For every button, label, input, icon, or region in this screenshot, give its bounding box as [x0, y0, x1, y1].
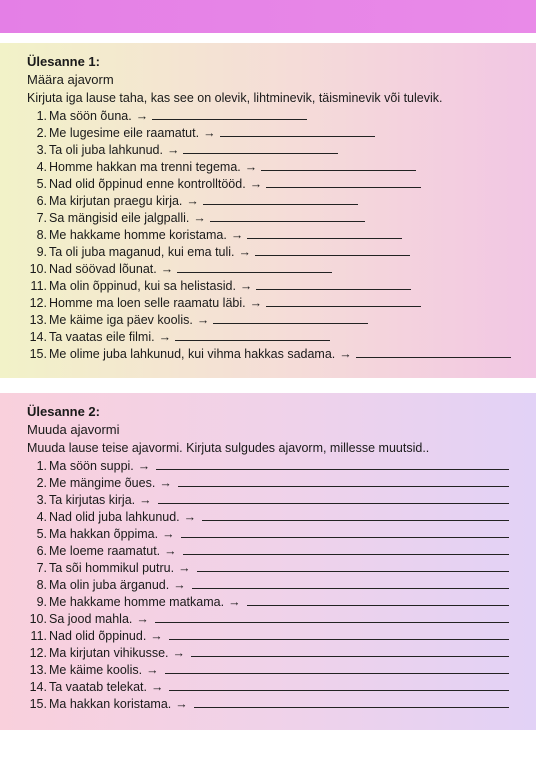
- answer-blank[interactable]: [356, 346, 511, 358]
- list-item: [27, 295, 536, 312]
- arrow-icon: →: [150, 680, 164, 694]
- item-number: 7.: [36, 561, 47, 575]
- exercise-2-subtitle: Muuda ajavormi: [27, 422, 120, 437]
- item-number: 11.: [30, 629, 47, 643]
- item-sentence: Ma kirjutan vihikusse.: [49, 646, 169, 660]
- item-number: 1.: [36, 459, 47, 473]
- answer-blank[interactable]: [181, 526, 509, 538]
- list-item: [27, 628, 536, 645]
- item-sentence: Nad olid õppinud enne kontrolltööd.: [49, 177, 246, 191]
- arrow-icon: →: [175, 697, 188, 711]
- item-sentence: Nad olid juba lahkunud.: [49, 510, 180, 524]
- item-sentence: Sa mängisid eile jalgpalli.: [49, 211, 190, 225]
- answer-blank[interactable]: [177, 261, 332, 273]
- item-number: 8.: [36, 578, 47, 592]
- item-number: 13.: [29, 663, 47, 677]
- answer-blank[interactable]: [156, 458, 509, 470]
- list-item: [27, 244, 536, 261]
- arrow-icon: →: [196, 313, 210, 327]
- answer-blank[interactable]: [183, 543, 509, 555]
- answer-blank[interactable]: [220, 125, 375, 137]
- answer-blank[interactable]: [266, 176, 421, 188]
- exercise-1-subtitle: Määra ajavorm: [27, 72, 114, 87]
- list-item: [27, 458, 536, 475]
- arrow-icon: →: [164, 544, 177, 558]
- item-number: 11.: [30, 279, 47, 293]
- arrow-icon: →: [159, 476, 172, 490]
- answer-blank[interactable]: [158, 492, 509, 504]
- item-number: 12.: [29, 296, 47, 310]
- item-number: 7.: [36, 211, 47, 225]
- answer-blank[interactable]: [169, 679, 509, 691]
- answer-blank[interactable]: [213, 312, 368, 324]
- answer-blank[interactable]: [194, 696, 509, 708]
- exercise-1-list: [27, 108, 536, 363]
- list-item: [27, 261, 536, 278]
- arrow-icon: →: [178, 561, 191, 575]
- item-sentence: Me käime iga päev koolis.: [49, 313, 193, 327]
- arrow-icon: →: [137, 459, 151, 473]
- list-item: [27, 227, 536, 244]
- item-sentence: Nad olid õppinud.: [49, 629, 147, 643]
- list-item: [27, 329, 536, 346]
- list-item: [27, 142, 536, 159]
- item-number: 2.: [36, 126, 47, 140]
- list-item: [27, 278, 536, 295]
- item-number: 5.: [36, 177, 47, 191]
- item-number: 9.: [36, 245, 47, 259]
- answer-blank[interactable]: [169, 628, 509, 640]
- answer-blank[interactable]: [203, 193, 358, 205]
- arrow-icon: →: [173, 578, 186, 592]
- item-number: 6.: [36, 194, 47, 208]
- item-sentence: Me käime koolis.: [49, 663, 143, 677]
- list-item: [27, 312, 536, 329]
- answer-blank[interactable]: [261, 159, 416, 171]
- answer-blank[interactable]: [178, 475, 509, 487]
- list-item: [27, 176, 536, 193]
- arrow-icon: →: [228, 595, 241, 609]
- item-sentence: Ta vaatab telekat.: [49, 680, 147, 694]
- answer-blank[interactable]: [165, 662, 509, 674]
- item-number: 8.: [36, 228, 47, 242]
- item-sentence: Me mängime õues.: [49, 476, 156, 490]
- item-sentence: Homme ma loen selle raamatu läbi.: [49, 296, 246, 310]
- list-item: [27, 108, 536, 125]
- exercise-2-list: [27, 458, 536, 713]
- item-number: 13.: [29, 313, 47, 327]
- list-item: [27, 679, 536, 696]
- answer-blank[interactable]: [175, 329, 330, 341]
- list-item: [27, 560, 536, 577]
- answer-blank[interactable]: [256, 278, 411, 290]
- answer-blank[interactable]: [202, 509, 509, 521]
- item-sentence: Ta oli juba maganud, kui ema tuli.: [49, 245, 235, 259]
- answer-blank[interactable]: [266, 295, 421, 307]
- item-sentence: Me lugesime eile raamatut.: [49, 126, 200, 140]
- list-item: [27, 492, 536, 509]
- arrow-icon: →: [244, 160, 258, 174]
- item-sentence: Me loeme raamatut.: [49, 544, 161, 558]
- answer-blank[interactable]: [191, 645, 509, 657]
- list-item: [27, 594, 536, 611]
- item-number: 14.: [29, 330, 47, 344]
- item-number: 1.: [36, 109, 47, 123]
- list-item: [27, 125, 536, 142]
- item-sentence: Ta vaatas eile filmi.: [49, 330, 155, 344]
- item-sentence: Ma olin õppinud, kui sa helistasid.: [49, 279, 236, 293]
- arrow-icon: →: [139, 493, 152, 507]
- list-item: [27, 509, 536, 526]
- arrow-icon: →: [158, 330, 172, 344]
- arrow-icon: →: [186, 194, 199, 208]
- exercise-2-section: [0, 393, 536, 730]
- item-number: 15.: [29, 347, 47, 361]
- item-sentence: Ma olin juba ärganud.: [49, 578, 170, 592]
- exercise-2-instruction: Muuda lause teise ajavormi. Kirjuta sulgudes ajavorm, millesse muutsid..: [27, 441, 430, 455]
- list-item: [27, 526, 536, 543]
- arrow-icon: →: [249, 177, 263, 191]
- exercise-2-title: Ülesanne 2:: [27, 404, 100, 419]
- arrow-icon: →: [339, 347, 352, 361]
- exercise-1-instruction: Kirjuta iga lause taha, kas see on olevik, lihtminevik, täisminevik või tulevik.: [27, 91, 443, 105]
- answer-blank[interactable]: [183, 142, 338, 154]
- list-item: [27, 346, 536, 363]
- arrow-icon: →: [160, 262, 174, 276]
- answer-blank[interactable]: [197, 560, 509, 572]
- item-sentence: Nad söövad lõunat.: [49, 262, 157, 276]
- item-number: 3.: [36, 143, 47, 157]
- item-number: 10.: [29, 612, 47, 626]
- item-number: 15.: [29, 697, 47, 711]
- arrow-icon: →: [150, 629, 163, 643]
- item-number: 2.: [36, 476, 47, 490]
- item-sentence: Ma hakkan koristama.: [49, 697, 172, 711]
- arrow-icon: →: [183, 510, 197, 524]
- list-item: [27, 696, 536, 713]
- answer-blank[interactable]: [155, 611, 509, 623]
- list-item: [27, 611, 536, 628]
- exercise-1-section: [0, 43, 536, 378]
- item-sentence: Ta sõi hommikul putru.: [49, 561, 175, 575]
- item-number: 6.: [36, 544, 47, 558]
- item-number: 5.: [36, 527, 47, 541]
- exercise-1-title: Ülesanne 1:: [27, 54, 100, 69]
- list-item: [27, 210, 536, 227]
- top-color-bar: [0, 0, 536, 33]
- arrow-icon: →: [136, 612, 149, 626]
- arrow-icon: →: [230, 228, 244, 242]
- list-item: [27, 159, 536, 176]
- item-sentence: Ma hakkan õppima.: [49, 527, 159, 541]
- item-sentence: Me olime juba lahkunud, kui vihma hakkas sadama.: [49, 347, 336, 361]
- item-sentence: Me hakkame homme koristama.: [49, 228, 227, 242]
- arrow-icon: →: [249, 296, 263, 310]
- item-sentence: Me hakkame homme matkama.: [49, 595, 225, 609]
- item-number: 3.: [36, 493, 47, 507]
- item-sentence: Ma söön suppi.: [49, 459, 134, 473]
- answer-blank[interactable]: [247, 227, 402, 239]
- answer-blank[interactable]: [210, 210, 365, 222]
- answer-blank[interactable]: [152, 108, 307, 120]
- list-item: [27, 645, 536, 662]
- item-sentence: Homme hakkan ma trenni tegema.: [49, 160, 241, 174]
- arrow-icon: →: [239, 279, 253, 293]
- list-item: [27, 577, 536, 594]
- item-number: 4.: [36, 510, 47, 524]
- answer-blank[interactable]: [247, 594, 509, 606]
- arrow-icon: →: [146, 663, 159, 677]
- item-number: 10.: [29, 262, 47, 276]
- item-sentence: Sa jood mahla.: [49, 612, 133, 626]
- answer-blank[interactable]: [255, 244, 410, 256]
- arrow-icon: →: [166, 143, 180, 157]
- arrow-icon: →: [135, 109, 149, 123]
- item-number: 4.: [36, 160, 47, 174]
- list-item: [27, 193, 536, 210]
- list-item: [27, 475, 536, 492]
- list-item: [27, 543, 536, 560]
- answer-blank[interactable]: [192, 577, 509, 589]
- item-number: 9.: [36, 595, 47, 609]
- item-sentence: Ma söön õuna.: [49, 109, 132, 123]
- list-item: [27, 662, 536, 679]
- arrow-icon: →: [203, 126, 216, 140]
- arrow-icon: →: [193, 211, 206, 225]
- arrow-icon: →: [162, 527, 175, 541]
- item-sentence: Ta oli juba lahkunud.: [49, 143, 163, 157]
- arrow-icon: →: [172, 646, 185, 660]
- arrow-icon: →: [238, 245, 252, 259]
- item-number: 12.: [29, 646, 47, 660]
- item-number: 14.: [29, 680, 47, 694]
- item-sentence: Ta kirjutas kirja.: [49, 493, 136, 507]
- item-sentence: Ma kirjutan praegu kirja.: [49, 194, 183, 208]
